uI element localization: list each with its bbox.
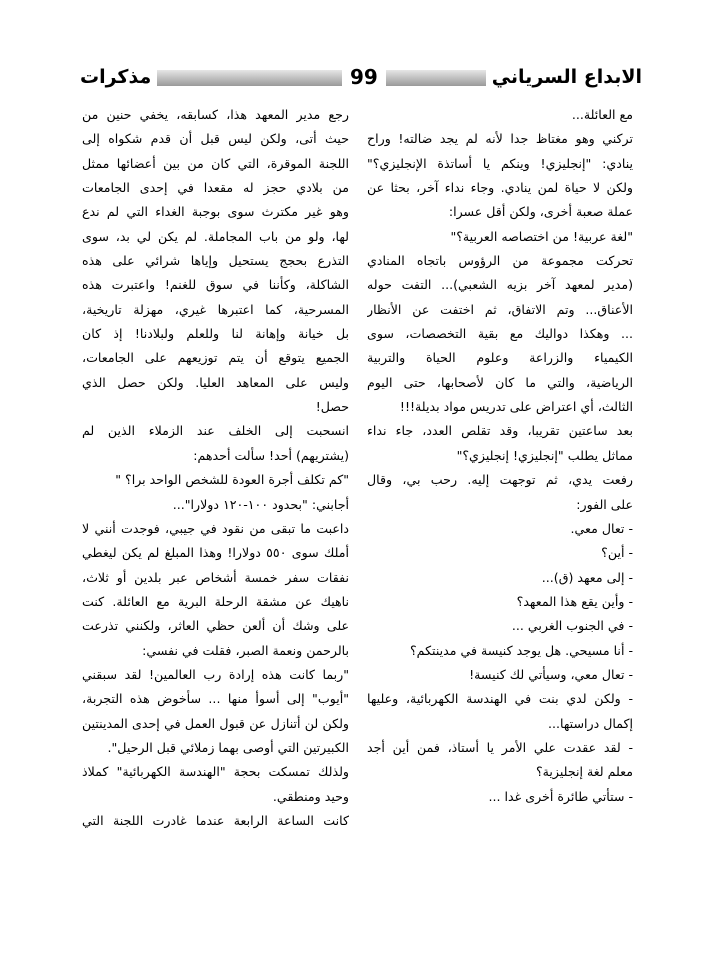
text-line: ولكن لن أتنازل عن قبول العمل في إحدى المدينتين — [82, 715, 349, 731]
text-line: رجع مدير المعهد هذا، كسابقه، يخفي حنين من — [82, 107, 349, 122]
text-line: رفعت يدي، ثم توجهت إليه. رحب بي، وقال — [367, 472, 633, 488]
text-line: نفقات سفر خمسة أشخاص عبر بلدين أو ثلاث، — [82, 569, 349, 585]
text-line: مماثل يطلب "إنجليزي! إنجليزي؟" — [456, 447, 633, 463]
text-line: ناهيك عن مشقة الرحلة البرية مع العائلة. كنت — [82, 593, 349, 609]
page-header — [80, 64, 642, 90]
text-line: - تعال معي. — [570, 520, 633, 536]
text-line: (مدير لمعهد آخر بزيه الشعبي)... التفت حوله — [367, 277, 633, 293]
text-line: الكيمياء والزراعة وعلوم الحياة والتربية — [367, 350, 633, 366]
text-line: داعبت ما تبقى من نقود في جيبي، فوجدت أنني لا — [82, 520, 349, 536]
text-line: - إلى معهد (ق)... — [541, 569, 633, 585]
text-line: "ربما كانت هذه إرادة رب العالمين! لقد سبقني — [82, 666, 349, 682]
text-line: - ولكن لدي بنت في الهندسة الكهربائية، وعليها — [367, 691, 633, 707]
text-line: أجابني: "بحدود ١٠٠-١٢٠ دولارا"... — [172, 496, 349, 512]
text-line: وليس على المعاهد العليا. ولكن حصل الذي — [82, 374, 349, 390]
text-line: ولكن لا حياة لمن ينادي. وجاء نداء آخر، بحثا عن — [367, 180, 633, 196]
magazine-title: الابداع السرياني — [486, 64, 642, 90]
text-line: وهو غير مكترث سوى بوجبة الغداء التي لم ندع — [82, 204, 349, 220]
text-line: ينادي: "إنجليزي! وينكم يا أساتذة الإنجليزي؟" — [367, 155, 633, 171]
text-line: - أين؟ — [601, 545, 633, 561]
text-line: بل خيانة وإهانة لنا وللعلم ولبلادنا! إذ كان — [82, 326, 349, 342]
text-line: "كم تكلف أجرة العودة للشخص الواحد برا؟ " — [115, 472, 349, 488]
text-line: حصل! — [315, 399, 349, 415]
text-line: معلم لغة إنجليزية؟ — [535, 764, 633, 780]
text-line: إكمال دراستها... — [548, 715, 633, 731]
text-line: - في الجنوب الغربي ... — [511, 618, 633, 634]
text-line: ولذلك تمسكت بحجة "الهندسة الكهربائية" كملاذ — [82, 764, 349, 780]
section-title: مذكرات — [80, 64, 157, 90]
text-line: - أنا مسيحي. هل يوجد كنيسة في مدينتكم؟ — [410, 642, 633, 658]
text-line: - لقد عقدت علي الأمر يا أستاذ، فمن أين أجد — [367, 739, 633, 755]
text-line: كانت الساعة الرابعة عندما غادرت اللجنة التي — [82, 812, 349, 828]
text-line: المسرحية، كما اعتبرها غيري، مهزلة تاريخية، — [82, 301, 349, 317]
text-line: انسحبت إلى الخلف عند الزملاء الذين لم — [82, 423, 349, 439]
text-line: "أيوب" إلى أسوأ منها ... سأخوض هذه التجربة، — [82, 691, 349, 707]
text-line: التذرع بحجج يستحيل وإياها شرائي على هذه — [82, 253, 349, 269]
text-line: الأعناق... وتم الاتفاق، ثم اختفت عن الأنظار — [367, 301, 633, 317]
text-line: مع العائلة... — [571, 107, 633, 122]
text-line: الثالث، أي اعتراض على تدريس مواد بديلة!!! — [399, 399, 633, 415]
text-line: لها، ولو من باب المجاملة. لم يكن لي بد، سوى — [82, 228, 349, 244]
text-line: على وشك أن ألعن حظي العاثر، ولكنني تذرعت — [82, 618, 349, 634]
text-line: أملك سوى ٥٥٠ دولارا! وهذا المبلغ لم يكن ليغطي — [82, 545, 349, 561]
left-text-column — [82, 103, 349, 833]
page-number: 99 — [342, 64, 386, 90]
text-line: على الفور: — [576, 496, 633, 512]
text-line: - وأين يقع هذا المعهد؟ — [516, 593, 633, 609]
text-line: بالرحمن ونعمة الصبر، فقلت في نفسي: — [142, 642, 349, 658]
text-line: من بلادي حجز له مقعدا في إحدى الجامعات — [82, 180, 349, 196]
text-line: (يشتريهم) أحد! سألت أحدهم: — [193, 447, 349, 463]
text-line: حيث أتى، ولكن ليس قبل أن قدم شكواه إلى — [82, 131, 349, 147]
text-line: الجميع يتوقع أن يتم توزيعهم على الجامعات، — [82, 350, 349, 366]
text-line: تركني وهو مغتاظ جدا لأنه لم يجد ضالته! وراح — [367, 131, 633, 147]
text-line: وحيد ومنطقي. — [272, 788, 349, 804]
text-line: - ستأتي طائرة أخرى غدا ... — [488, 788, 633, 804]
text-line: ... وهكذا دواليك مع بقية التخصصات، سوى — [367, 326, 633, 342]
text-line: اللجنة الموقرة، التي كان من بين أعضائها ممثل — [82, 155, 349, 171]
right-text-column — [367, 103, 633, 809]
text-line: الرياضية، والتي ما كان لأصحابها، حتى اليوم — [367, 374, 633, 390]
text-line: بعد ساعتين تقريبا، وقد تقلص العدد، جاء نداء — [367, 423, 633, 439]
text-line: الشاكلة، وكأننا في سوق للغنم! واعتبرت هذه — [82, 277, 349, 293]
text-line: - تعال معي، وسيأتي لك كنيسة! — [469, 666, 633, 682]
text-line: تحركت مجموعة من الرؤوس باتجاه المنادي — [367, 253, 633, 269]
text-line: "لغة عربية! من اختصاصه العربية؟" — [450, 228, 633, 244]
text-line: الكبيرتين التي أوصى بهما زملائي قبل الرحيل". — [107, 739, 349, 755]
text-line: عملة صعبة أخرى، ولكن أقل عسرا: — [448, 204, 633, 220]
